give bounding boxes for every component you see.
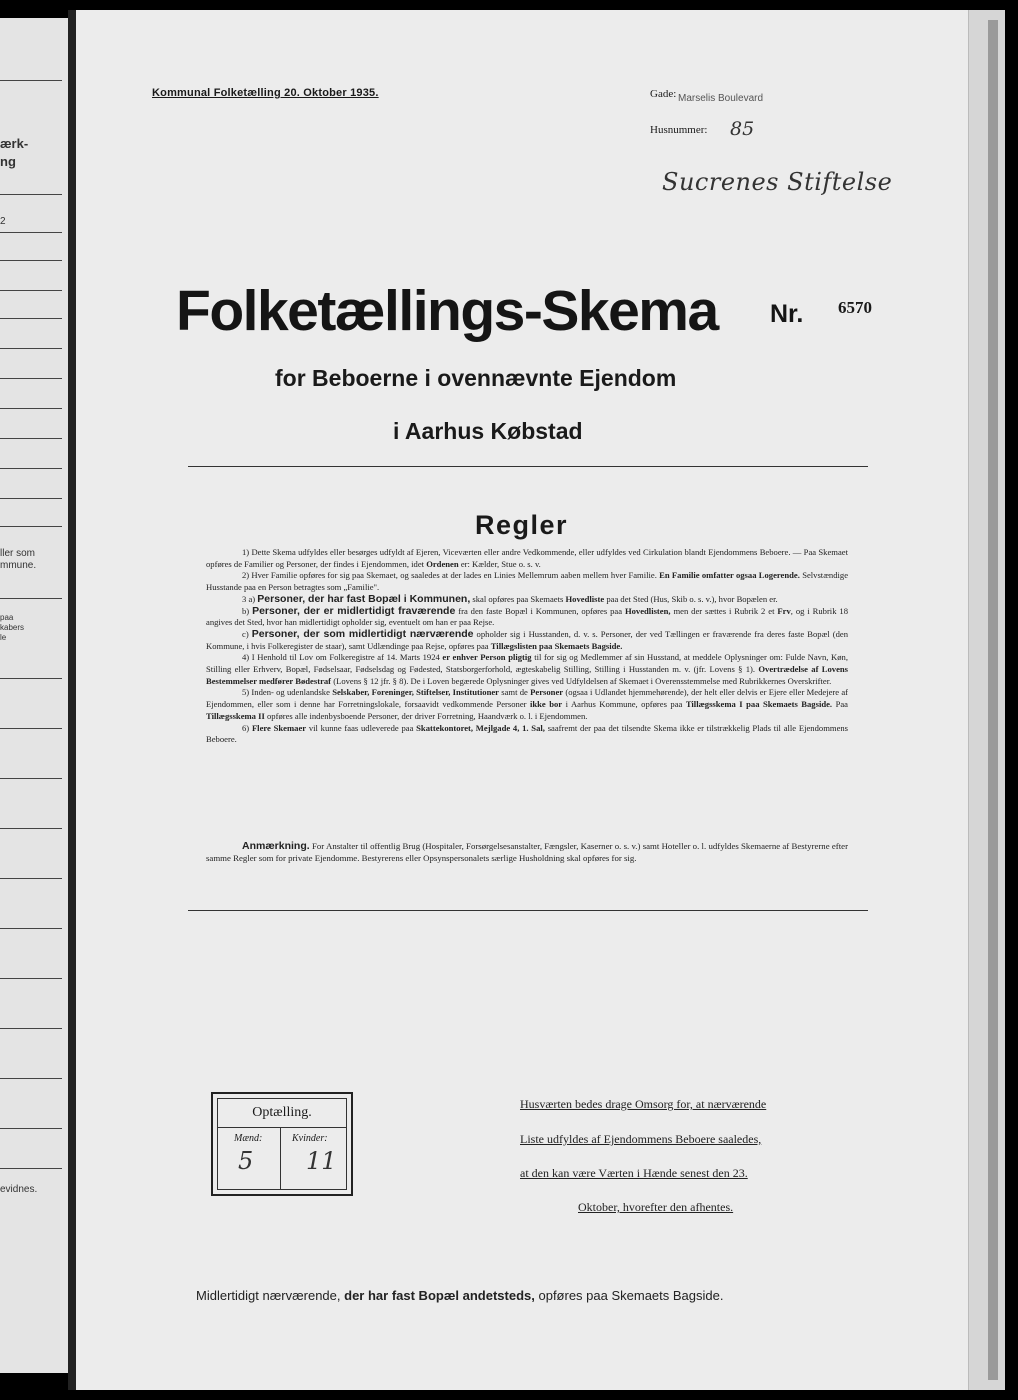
left-fragment: ng	[0, 154, 16, 169]
left-fragment: ller som	[0, 548, 36, 559]
rule-3b-bold: Personer, der er midlertidigt fraværende	[252, 604, 456, 617]
left-page-edge	[0, 18, 68, 1373]
footer-part1: Midlertidigt nærværende,	[196, 1288, 341, 1303]
form-location: i Aarhus Købstad	[393, 418, 583, 444]
footer-note	[196, 1288, 723, 1303]
kvinder-label: Kvinder:	[292, 1133, 328, 1144]
divider	[188, 910, 868, 911]
notice-line: Oktober, hvorefter den afhentes.	[578, 1200, 734, 1214]
rule-4-bold: er enhver Person pligtig	[442, 652, 532, 663]
anmaerkning-label: Anmærkning.	[242, 840, 310, 852]
rule-1: 1) Dette Skema udfyldes eller besørges udfyldt af Ejeren, Viceværten eller andre Vedkommende, eller udfyldes ved Cirkulation blandt Ejendommens Beboere. — Paa Skemaet opføres de Familier og Personer, der findes i Ejendommen, idet	[206, 547, 848, 569]
anmaerkning-note	[206, 840, 848, 865]
left-fragment: kabers	[0, 623, 25, 632]
rule-6: 6)	[242, 722, 250, 733]
rule-3b-end: , og i Rubrik 18 angives det Sted, hvor han midlertidigt opholder sig, eventuelt om han er paa Rejse.	[206, 605, 849, 628]
rule-5-end: opføres alle indenbysboende Personer, der driver Forretning, Haandværk o. l. i Ejendommen.	[266, 710, 588, 721]
rule-4-mid: til for sig og Medlemmer af sin Husstand, at meddele Oplysninger om: Fulde Navn, Køn, Stilling eller Erhverv, Bopæl, Fødselsaar, Fødselsdag og Fødested, Statsborgerforhold, ægteskabelig Stilling, Stilling i Husstanden m. v. (jfr. Lovens § 1).	[206, 652, 848, 675]
form-number: 6570	[838, 298, 872, 317]
left-fragment: paa	[0, 613, 14, 622]
footer-part2: der har fast Bopæl andetsteds,	[344, 1288, 535, 1303]
maend-count: 5	[238, 1147, 254, 1175]
rule-2: 2) Hver Familie opføres for sig paa Skemaet, og saaledes at der lades en Linies Mellemrum aaben mellem hver Familie.	[242, 570, 657, 581]
rule-5-bold: Selskaber, Foreninger, Stiftelser, Institutioner	[332, 687, 499, 698]
book-spine	[68, 10, 76, 1390]
divider	[188, 466, 868, 467]
page-edge-shadow	[988, 20, 998, 1380]
census-header: Kommunal Folketælling 20. Oktober 1935.	[152, 87, 379, 99]
rule-1-bold: Ordenen	[426, 558, 459, 569]
rule-5-bold5: Tillægsskema II	[206, 710, 265, 721]
rule-3c-bold2: Tillægslisten paa Skemaets Bagside.	[490, 640, 623, 651]
rule-5-mid3: i Aarhus Kommune, opføres paa	[565, 699, 683, 710]
rule-3c-bold: Personer, der som midlertidigt nærværende	[251, 627, 474, 640]
kvinder-count: 11	[306, 1147, 337, 1175]
rule-3b-mid: fra den faste Bopæl i Kommunen, opføres paa	[458, 605, 623, 616]
gade-label: Gade:	[650, 88, 677, 100]
left-fragment: le	[0, 633, 7, 642]
rule-5-mid2: (ogsaa i Udlandet hjemmehørende), der helt eller delvis er Ejere eller Medejere af Ejendommen, eller som i denne har Forretningslokale, forsaavidt vedkommende Personer	[206, 687, 848, 710]
rule-5-mid4: Paa	[835, 699, 848, 710]
husnummer-label: Husnummer:	[650, 124, 708, 136]
rule-3a-bold2: Hovedliste	[565, 593, 605, 604]
rule-3a-mid: skal opføres paa Skemaets	[472, 593, 564, 604]
rule-3b-mid2: men der sættes i Rubrik 2 et	[673, 605, 775, 616]
rule-6-bold2: Skattekontoret, Mejlgade 4, 1. Sal,	[416, 722, 545, 733]
left-fragment: evidnes.	[0, 1184, 38, 1195]
rule-1-end: er: Kælder, Stue o. s. v.	[460, 558, 541, 569]
rules-heading: Regler	[475, 510, 569, 540]
rules-text	[206, 547, 848, 746]
optaelling-title: Optælling.	[252, 1105, 312, 1120]
rule-3c-mid: opholder sig i Husstanden, d. v. s. Personer, der ved Tællingen er fraværende fra deres faste Bopæl (den Kommune, i hvis Folkeregister de staar), samt Udlændinge paa Rejse, opføres paa	[206, 628, 849, 651]
footer-part3: opføres paa Skemaets Bagside.	[538, 1288, 724, 1303]
optaelling-box	[211, 1092, 353, 1196]
rule-5-bold3: ikke bor	[529, 699, 563, 710]
form-subtitle: for Beboerne i ovennævnte Ejendom	[275, 365, 677, 391]
rule-5-bold4: Tillægsskema I paa Skemaets Bagside.	[685, 699, 833, 710]
rule-3a-number: 3 a)	[242, 593, 256, 604]
rule-5: 5) Inden- og udenlandske	[242, 687, 330, 698]
form-number-label: Nr.	[770, 300, 804, 328]
rule-3b-bold3: Frv	[777, 605, 791, 616]
maend-label: Mænd:	[234, 1133, 263, 1144]
gade-value: Marselis Boulevard	[678, 93, 764, 104]
left-fragment: 2	[0, 216, 6, 227]
page-edge	[968, 10, 1005, 1390]
notice-line: at den kan være Værten i Hænde senest den 23.	[520, 1166, 748, 1180]
left-fragment: mmune.	[0, 560, 37, 571]
rule-4-bold2: Overtrædelse af Lovens Bestemmelser medfører Bødestraf	[206, 664, 849, 686]
rule-3a-end: paa det Sted (Hus, Skib o. s. v.), hvor Bopælen er.	[606, 593, 778, 604]
rule-3c-number: c)	[242, 628, 249, 639]
handwritten-note: Sucrenes Stiftelse	[662, 168, 893, 196]
anmaerkning-text: For Anstalter til offentlig Brug (Hospitaler, Forsørgelsesanstalter, Fængsler, Kaserner o. s. v.) samt Hoteller o. l. udfyldes Skemaerne af Bestyrerne efter samme Regler som for private Ejendomme. Bestyrerens eller Opsynspersonalets særlige Husholdning skal opføres for sig.	[206, 841, 848, 864]
notice-line: Liste udfyldes af Ejendommens Beboere saaledes,	[520, 1132, 762, 1146]
left-fragment: ærk-	[0, 136, 29, 151]
rule-5-bold2: Personer	[530, 687, 564, 698]
husnummer-value: 85	[730, 118, 755, 140]
rule-2-end: Selvstændige Husstande paa en Person betragtes som „Familie".	[206, 570, 849, 593]
form-title: Folketællings-Skema	[176, 279, 718, 343]
rule-6-end: saafremt der paa det tilsendte Skema ikke er tilstrækkelig Plads til alle Ejendommens Beboere.	[206, 722, 849, 745]
rule-3a-bold: Personer, der har fast Bopæl i Kommunen,	[257, 592, 471, 605]
rule-6-mid: vil kunne faas udleverede paa	[308, 722, 414, 733]
rule-3b-number: b)	[242, 605, 250, 616]
rule-4: 4) I Henhold til Lov om Folkeregistre af 14. Marts 1924	[242, 652, 440, 663]
notice-line: Husværten bedes drage Omsorg for, at nærværende	[520, 1097, 767, 1111]
rule-5-mid: samt de	[501, 687, 528, 698]
rule-4-end: (Lovens § 12 jfr. § 8). De i Loven begærede Oplysninger gives ved Udfyldelsen af Skemaet i Overensstemmelse med Rubrikkernes Overskrifter.	[333, 675, 832, 686]
rule-3b-bold2: Hovedlisten,	[624, 605, 671, 616]
rule-6-bold: Flere Skemaer	[251, 722, 307, 733]
rule-2-bold: En Familie omfatter ogsaa Logerende.	[659, 570, 800, 581]
